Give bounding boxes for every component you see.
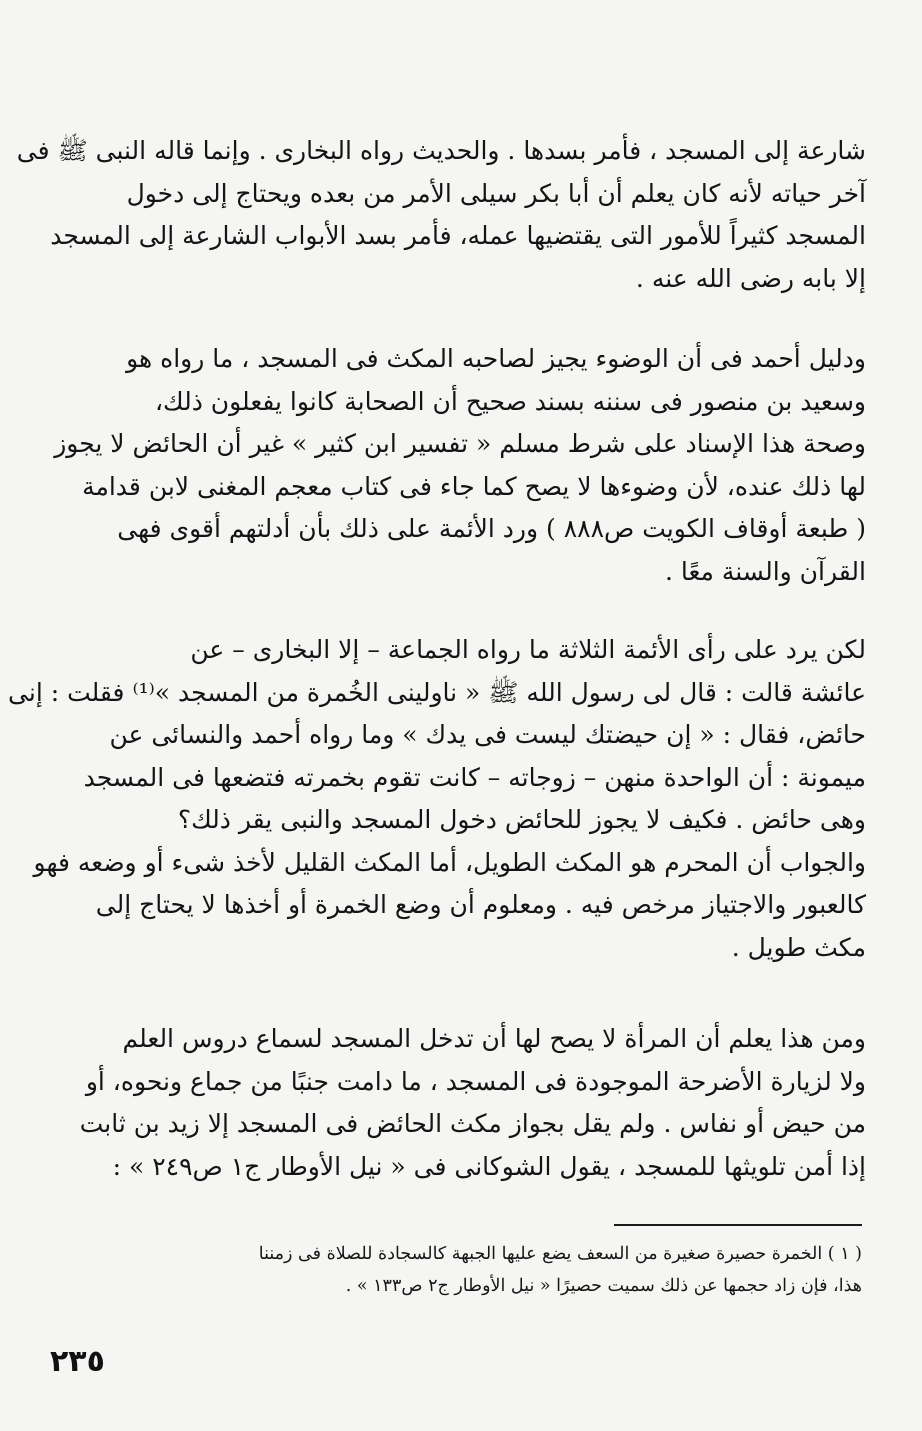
text-line: لكن يرد على رأى الأئمة الثلاثة ما رواه الجماعة – إلا البخارى – عن (190, 635, 866, 664)
text-line: من حيض أو نفاس . ولم يقل بجواز مكث الحائض فى المسجد إلا زيد بن ثابت (79, 1109, 866, 1138)
paragraph-2 (56, 338, 866, 593)
footnote-divider (614, 1224, 862, 1226)
text-line: ولا لزيارة الأضرحة الموجودة فى المسجد ، ما دامت جنبًا من جماع ونحوه، أو (85, 1066, 866, 1096)
text-line: وصحة هذا الإسناد على شرط مسلم « تفسير ابن كثير » غير أن الحائض لا يجوز (54, 429, 866, 458)
text-line: شارعة إلى المسجد ، فأمر بسدها . والحديث رواه البخارى . وإنما قاله النبى ﷺ فى (16, 136, 866, 165)
page-number: ٢٣٥ (50, 1344, 105, 1379)
text-line: كالعبور والاجتياز مرخص فيه . ومعلوم أن وضع الخمرة أو أخذها لا يحتاج إلى (95, 890, 866, 919)
text-line: القرآن والسنة معًا . (664, 556, 866, 586)
footnote-line: هذا، فإن زاد حجمها عن ذلك سميت حصيرًا « نيل الأوطار ج٢ ص١٣٣ » . (345, 1276, 862, 1296)
footnote-line: ( ١ ) الخمرة حصيرة صغيرة من السعف يضع عليها الجبهة كالسجادة للصلاة فى زمننا (258, 1244, 862, 1264)
paragraph-4 (56, 1018, 866, 1188)
text-line: ودليل أحمد فى أن الوضوء يجيز لصاحبه المكث فى المسجد ، ما رواه هو (126, 344, 866, 373)
paragraph-1 (16, 130, 866, 300)
text-line: حائض، فقال : « إن حيضتك ليست فى يدك » وما رواه أحمد والنسائى عن (109, 720, 866, 749)
text-line: إذا أمن تلويثها للمسجد ، يقول الشوكانى فى « نيل الأوطار ج١ ص٢٤٩ » : (112, 1151, 866, 1181)
text-line: ومن هذا يعلم أن المرأة لا يصح لها أن تدخل المسجد لسماع دروس العلم (122, 1024, 866, 1053)
footnote (56, 1238, 862, 1302)
text-line: وهى حائض . فكيف لا يجوز للحائض دخول المسجد والنبى يقر ذلك؟ (177, 805, 866, 834)
text-line: ( طبعة أوقاف الكويت ص٨٨٨ ) ورد الأئمة على ذلك بأن أدلتهم أقوى فهى (117, 514, 866, 543)
text-line: المسجد كثيراً للأمور التى يقتضيها عمله، فأمر بسد الأبواب الشارعة إلى المسجد (50, 221, 866, 250)
text-line: والجواب أن المحرم هو المكث الطويل، أما المكث القليل لأخذ شىء أو وضعه فهو (33, 847, 866, 877)
text-line: آخر حياته لأنه كان يعلم أن أبا بكر سيلى الأمر من بعده ويحتاج إلى دخول (126, 178, 866, 208)
text-line: ميمونة : أن الواحدة منهن – زوجاته – كانت تقوم بخمرته فتضعها فى المسجد (83, 762, 866, 792)
text-line: إلا بابه رضى الله عنه . (635, 263, 866, 293)
paragraph-3 (8, 629, 866, 969)
text-line: لها ذلك عنده، لأن وضوءها لا يصح كما جاء فى كتاب معجم المغنى لابن قدامة (82, 471, 866, 501)
text-line: عائشة قالت : قال لى رسول الله ﷺ « ناولينى الخُمرة من المسجد »⁽¹⁾ فقلت : إنى (8, 677, 866, 707)
text-line: مكث طويل . (731, 932, 866, 962)
text-line: وسعيد بن منصور فى سننه بسند صحيح أن الصحابة كانوا يفعلون ذلك، (154, 386, 866, 416)
